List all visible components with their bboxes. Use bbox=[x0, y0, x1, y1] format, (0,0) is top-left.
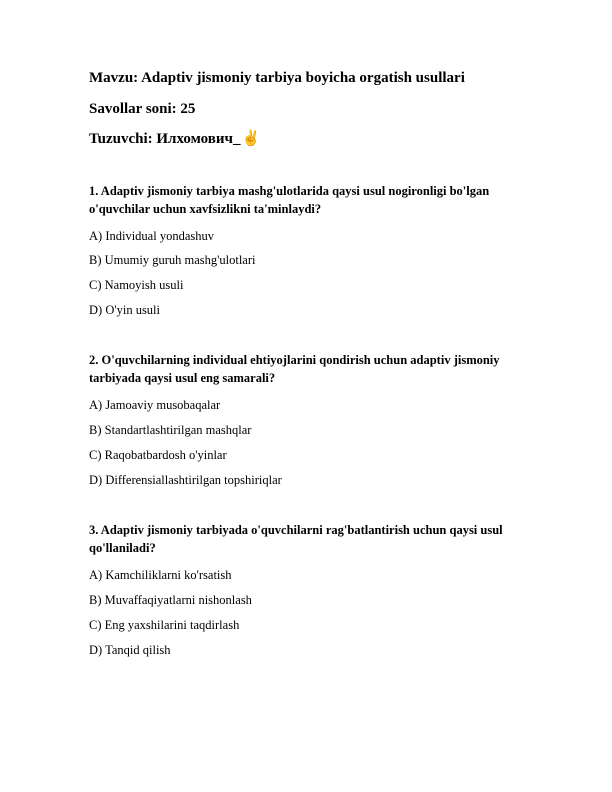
question-3-option-b: B) Muvaffaqiyatlarni nishonlash bbox=[89, 593, 252, 607]
question-3-option-d: D) Tanqid qilish bbox=[89, 643, 171, 657]
question-3-option-a: A) Kamchiliklarni ko'rsatish bbox=[89, 568, 232, 582]
question-3: 3. Adaptiv jismoniy tarbiyada o'quvchilarni rag'batlantirish uchun qaysi usul qo'llaniladi? bbox=[89, 523, 503, 555]
question-1: 1. Adaptiv jismoniy tarbiya mashg'ulotlarida qaysi usul nogironligi bo'lgan o'quvchilar uchun xavfsizlikni ta'minlaydi? bbox=[89, 184, 490, 216]
question-count: Savollar soni: 25 bbox=[89, 101, 196, 117]
victory-hand-icon: ✌ bbox=[241, 131, 261, 147]
question-1-option-d: D) O'yin usuli bbox=[89, 303, 161, 317]
question-2-option-a: A) Jamoaviy musobaqalar bbox=[89, 398, 221, 412]
author-line bbox=[89, 130, 260, 148]
author-name: Tuzuvchi: Илхомович_ bbox=[89, 131, 241, 147]
question-1-option-b: B) Umumiy guruh mashg'ulotlari bbox=[89, 253, 256, 267]
question-2: 2. O'quvchilarning individual ehtiyojlarini qondirish uchun adaptiv jismoniy tarbiyada qaysi usul eng samarali? bbox=[89, 353, 500, 385]
question-3-option-c: C) Eng yaxshilarini taqdirlash bbox=[89, 618, 240, 632]
question-2-option-d: D) Differensiallashtirilgan topshiriqlar bbox=[89, 473, 282, 487]
question-2-option-b: B) Standartlashtirilgan mashqlar bbox=[89, 423, 252, 437]
question-1-option-c: C) Namoyish usuli bbox=[89, 278, 184, 292]
question-2-option-c: C) Raqobatbardosh o'yinlar bbox=[89, 448, 227, 462]
topic-heading: Mavzu: Adaptiv jismoniy tarbiya boyicha orgatish usullari bbox=[89, 70, 465, 86]
question-1-option-a: A) Individual yondashuv bbox=[89, 229, 214, 243]
